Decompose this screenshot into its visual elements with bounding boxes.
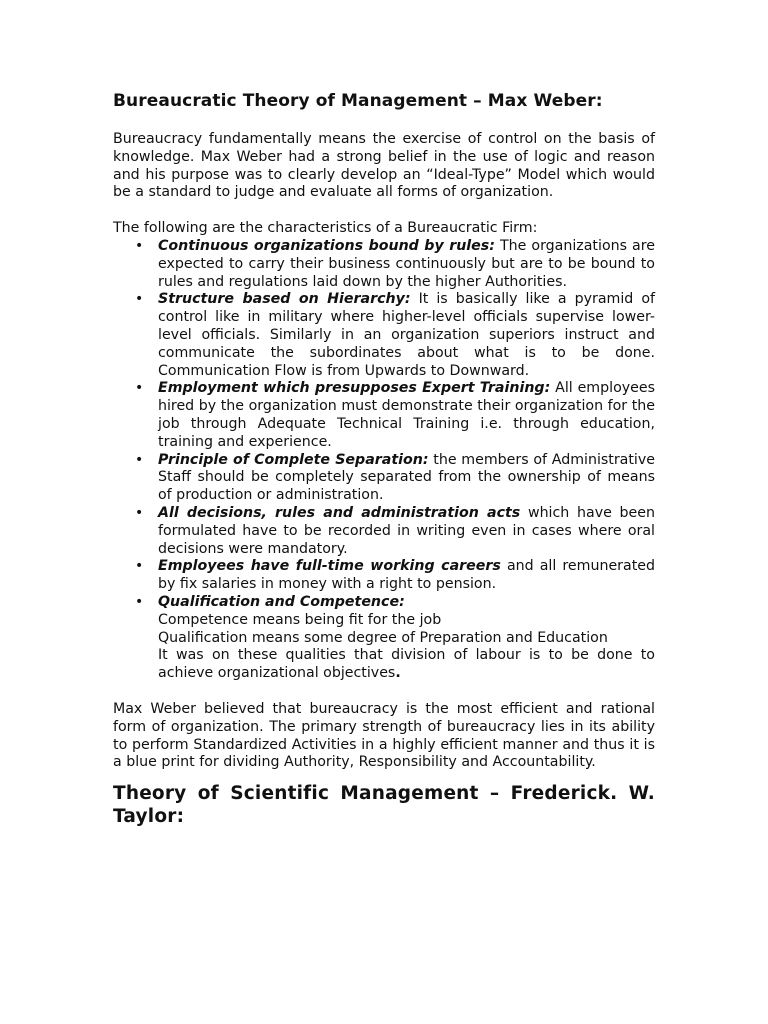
list-item [135,558,656,594]
item-term: All decisions, rules and administration acts [158,504,521,521]
item-line: Competence means being fit for the job [158,611,442,628]
intro-paragraph: Bureaucracy fundamentally means the exercise of control on the basis of knowledge. Max Weber had a strong belief in the use of logic and reason and his purpose was to clearly develop an “Ideal-Type” Model which would be a standard to judge and evaluate all forms of organization. [113,131,655,201]
list-item [135,504,656,558]
item-text: the members of Administrative Staff should be completely separated from the ownership of means of production or administration. [158,451,655,504]
list-item [135,380,655,451]
list-item [135,291,656,380]
characteristics-list [113,238,655,683]
item-term: Structure based on Hierarchy: [158,291,411,308]
item-text: The organizations are expected to carry their business continuously but are to be bound to rules and regulations laid down by the higher Authorities. [158,237,655,290]
bullet-icon: • [135,380,144,397]
item-term: Employees have full-time working careers [158,558,501,575]
conclusion-paragraph: Max Weber believed that bureaucracy is the most efficient and rational form of organization. The primary strength of bureaucracy lies in its ability to perform Standardized Activities in a highly efficient manner and thus it is a blue print for dividing Authority, Responsibility and Accountability. [113,700,655,771]
list-item [135,593,655,683]
next-section-title: Theory of Scientific Management – Frederick. W. Taylor: [113,783,655,828]
item-term: Qualification and Competence: [158,593,405,610]
item-line: Qualification means some degree of Preparation and Education [158,629,608,646]
bullet-icon: • [135,237,144,254]
item-term: Continuous organizations bound by rules: [158,237,495,254]
list-intro: The following are the characteristics of a Bureaucratic Firm: [113,220,538,237]
item-text: All employees hired by the organization must demonstrate their organization for the job through Adequate Technical Training i.e. through education, training and experience. [158,380,655,450]
item-closing-mark: . [395,665,401,682]
bullet-icon: • [135,451,144,468]
item-text: It is basically like a pyramid of control like in military where higher-level officials supervise lower- level officials. Similarly in an organization superiors instruct and communicate the subordinates about what is to be done. Communication Flow is from Upwards to Downward. [158,291,656,379]
item-text: and all remunerated by fix salaries in money with a right to pension. [158,558,656,593]
spacer [113,683,655,701]
item-closing: It was on these qualities that division of labour is to be done to achieve organizational objectives [158,647,655,682]
bullet-icon: • [135,593,144,610]
spacer [113,202,655,220]
bullet-icon: • [135,558,144,575]
bullet-icon: • [135,504,144,521]
list-item [135,451,655,505]
list-item [135,237,655,291]
item-text: which have been formulated have to be recorded in writing even in cases where oral decisions were mandatory. [158,504,656,557]
item-term: Principle of Complete Separation: [158,451,429,468]
section-title: Bureaucratic Theory of Management – Max Weber: [113,91,603,111]
item-term: Employment which presupposes Expert Training: [158,380,551,397]
bullet-icon: • [135,291,144,308]
